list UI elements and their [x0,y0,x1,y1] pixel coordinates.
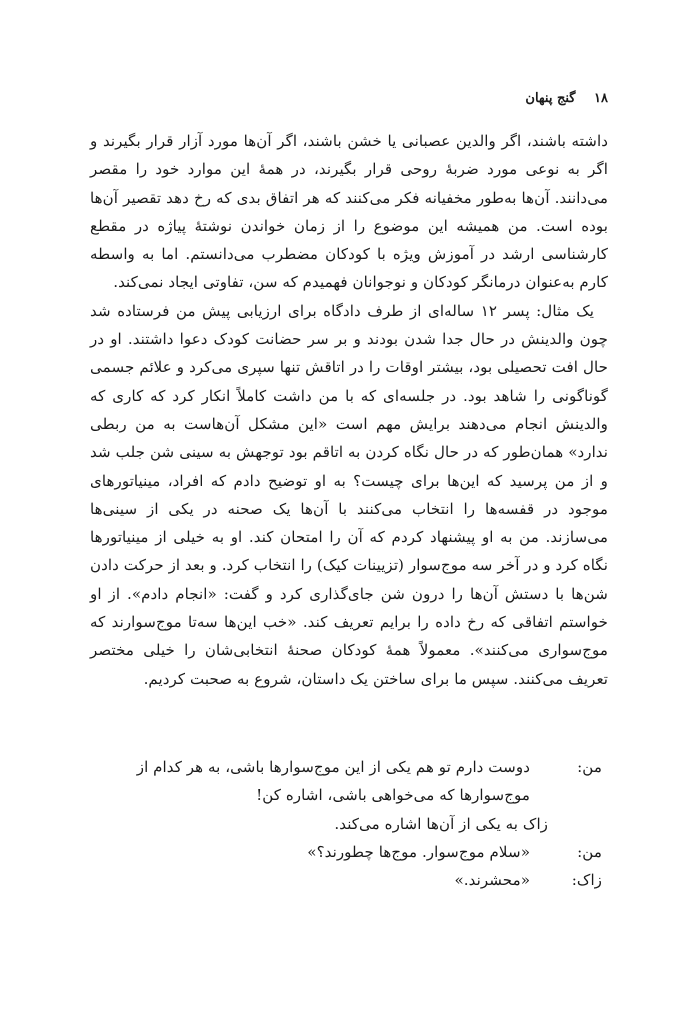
page-number: ۱۸ [594,91,608,106]
speech-text: «محشرند.» [454,871,530,890]
dialogue-line [90,753,608,810]
dialogue-block [90,753,608,894]
dialogue-line [90,838,608,866]
dialogue-line [90,866,608,894]
running-header [525,91,608,106]
speech-text: دوست دارم تو هم یکی از این موج‌سوارها باشی، به هر کدام از موج‌سوارها که می‌خواهی باشی، اشاره کن! [136,758,530,805]
stage-direction: زاک به یکی از آن‌ها اشاره می‌کند. [334,814,548,833]
speaker-label: من: [577,842,602,861]
paragraph-1: داشته باشند، اگر والدین عصبانی یا خشن باشند، اگر آن‌ها مورد آزار قرار بگیرند و اگر به نوعی مورد ضربهٔ روحی قرار بگیرند، در همهٔ این موارد خود را مقصر می‌دانند. آن‌ها به‌طور مخفیانه فکر می‌کنند که هر اتفاق بدی که رخ دهد تقصیر آن‌ها بوده است. من همیشه این موضوع را از زمان خواندن نوشتهٔ پیاژه در مقطع کارشناسی ارشد در آموزش ویژه با کودکان مضطرب می‌دانستم. اما به واسطه کارم به‌عنوان درمانگر کودکان و نوجوانان فهمیدم که سن، تفاوتی ایجاد نمی‌کند. [90,132,608,292]
paragraph-2: یک مثال: پسر ۱۲ ساله‌ای از طرف دادگاه برای ارزیابی پیش من فرستاده شد چون والدینش در حال جدا شدن بودند و بر سر حضانت کودک دعوا داشتند. او در حال افت تحصیلی بود، بیشتر اوقات را در اتاقش تنها سپری می‌کرد و علائم جسمی گوناگونی را شاهد بود. در جلسه‌ای که با من داشت کاملاً انکار کرد که کاری که والدینش انجام می‌دهند برایش مهم است «این مشکل آن‌هاست به من ربطی ندارد» همان‌طور که در حال نگاه کردن به اتاقم بود توجهش به سینی شن جلب شد و از من پرسید که این‌ها برای چیست؟ به او توضیح دادم که افراد، مینیاتورهای موجود در قفسه‌ها را انتخاب می‌کنند با آن‌ها یک صحنه در یکی از سینی‌ها می‌سازند. من به او پیشنهاد کردم که آن را امتحان کند. او به خیلی از مینیاتورها نگاه کرد و در آخر سه موج‌سوار (تزیینات کیک) را انتخاب کرد. و بعد از حرکت دادن شن‌ها با دستش آن‌ها را درون شن جای‌گذاری کرد و گفت: «انجام دادم». از او خواستم اتفاقی که رخ داده را برایم تعریف کند. «خب این‌ها سه‌تا موج‌سوارند که موج‌سواری می‌کنند». معمولاً همهٔ کودکان صحنهٔ انتخابی‌شان را خیلی مختصر تعریف می‌کنند. سپس ما برای ساختن یک داستان، شروع به صحبت کردیم. [90,301,608,688]
body-text [90,127,608,693]
speech-text: «سلام موج‌سوار. موج‌ها چطورند؟» [307,842,530,861]
speaker-label: زاک: [571,871,602,890]
speaker-label: من: [577,758,602,776]
book-title: گنج پنهان [525,91,576,106]
